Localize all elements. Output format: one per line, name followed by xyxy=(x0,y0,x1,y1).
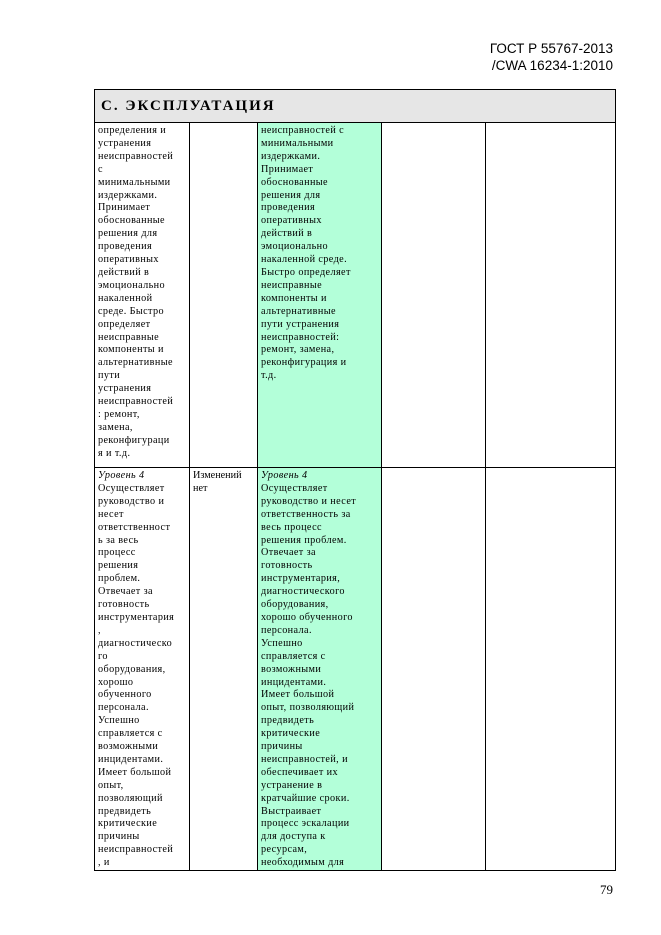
level-label: Уровень 4 xyxy=(98,470,145,481)
table-row xyxy=(95,122,615,467)
standard-equivalent: /CWA 16234-1:2010 xyxy=(491,58,613,73)
cell-empty xyxy=(486,468,613,870)
cell-text: Осуществляет руководство и несет ответственность за весь процесс решения проблем. Отвечает за готовность инструментария, диагностического оборудования, хорошо обученного персонала. Успешно справляется с возможными инцидентами. Имеет большой опыт, позволяющий предвидеть критические причины неисправностей, и обеспечивает их устранение в кратчайшие сроки. Выстраивает процесс эскалации для доступа к ресурсам, необходимым для xyxy=(261,482,357,869)
competence-table xyxy=(94,89,616,871)
section-title: С. ЭКСПЛУАТАЦИЯ xyxy=(101,97,276,114)
cell-cwa-text xyxy=(95,123,190,467)
level-label: Уровень 4 xyxy=(261,470,308,481)
cell-text: определения и устранения неисправностей с минимальными издержками. Принимает обоснованные решения для проведения оперативных действий в эмоционально накаленной среде. Быстро определяет неисправные компоненты и альтернативные пути устранения неисправностей : ремонт, замена, реконфигураци я и т.д. xyxy=(98,125,174,459)
cell-empty xyxy=(382,123,486,467)
section-header-row xyxy=(95,89,615,122)
cell-changes xyxy=(190,468,258,870)
cell-empty xyxy=(486,123,613,467)
cell-text: Изменений нет xyxy=(193,470,242,494)
cell-empty xyxy=(382,468,486,870)
cell-text: Осуществляет руководство и несет ответственност ь за весь процесс решения проблем. Отвечает за готовность инструментария , диагностическо го оборудования, хорошо обученного персонала. Успешно справляется с возможными инцидентами. Имеет большой опыт, позволяющий предвидеть критические причины неисправностей , и xyxy=(98,482,175,869)
standard-number: ГОСТ Р 55767-2013 xyxy=(489,41,613,56)
cell-cwa-text xyxy=(95,468,190,870)
cell-changes xyxy=(190,123,258,467)
page-number: 79 xyxy=(600,882,613,897)
cell-gost-text xyxy=(258,123,382,467)
cell-text: неисправностей с минимальными издержками. Принимает обоснованные решения для проведения оперативных действий в эмоционально накаленной среде. Быстро определяет неисправные компоненты и альтернативные пути устранения неисправностей: ремонт, замена, реконфигурация и т.д. xyxy=(261,125,351,382)
table-row xyxy=(95,467,615,871)
cell-gost-text xyxy=(258,468,382,870)
document-header xyxy=(490,40,613,74)
